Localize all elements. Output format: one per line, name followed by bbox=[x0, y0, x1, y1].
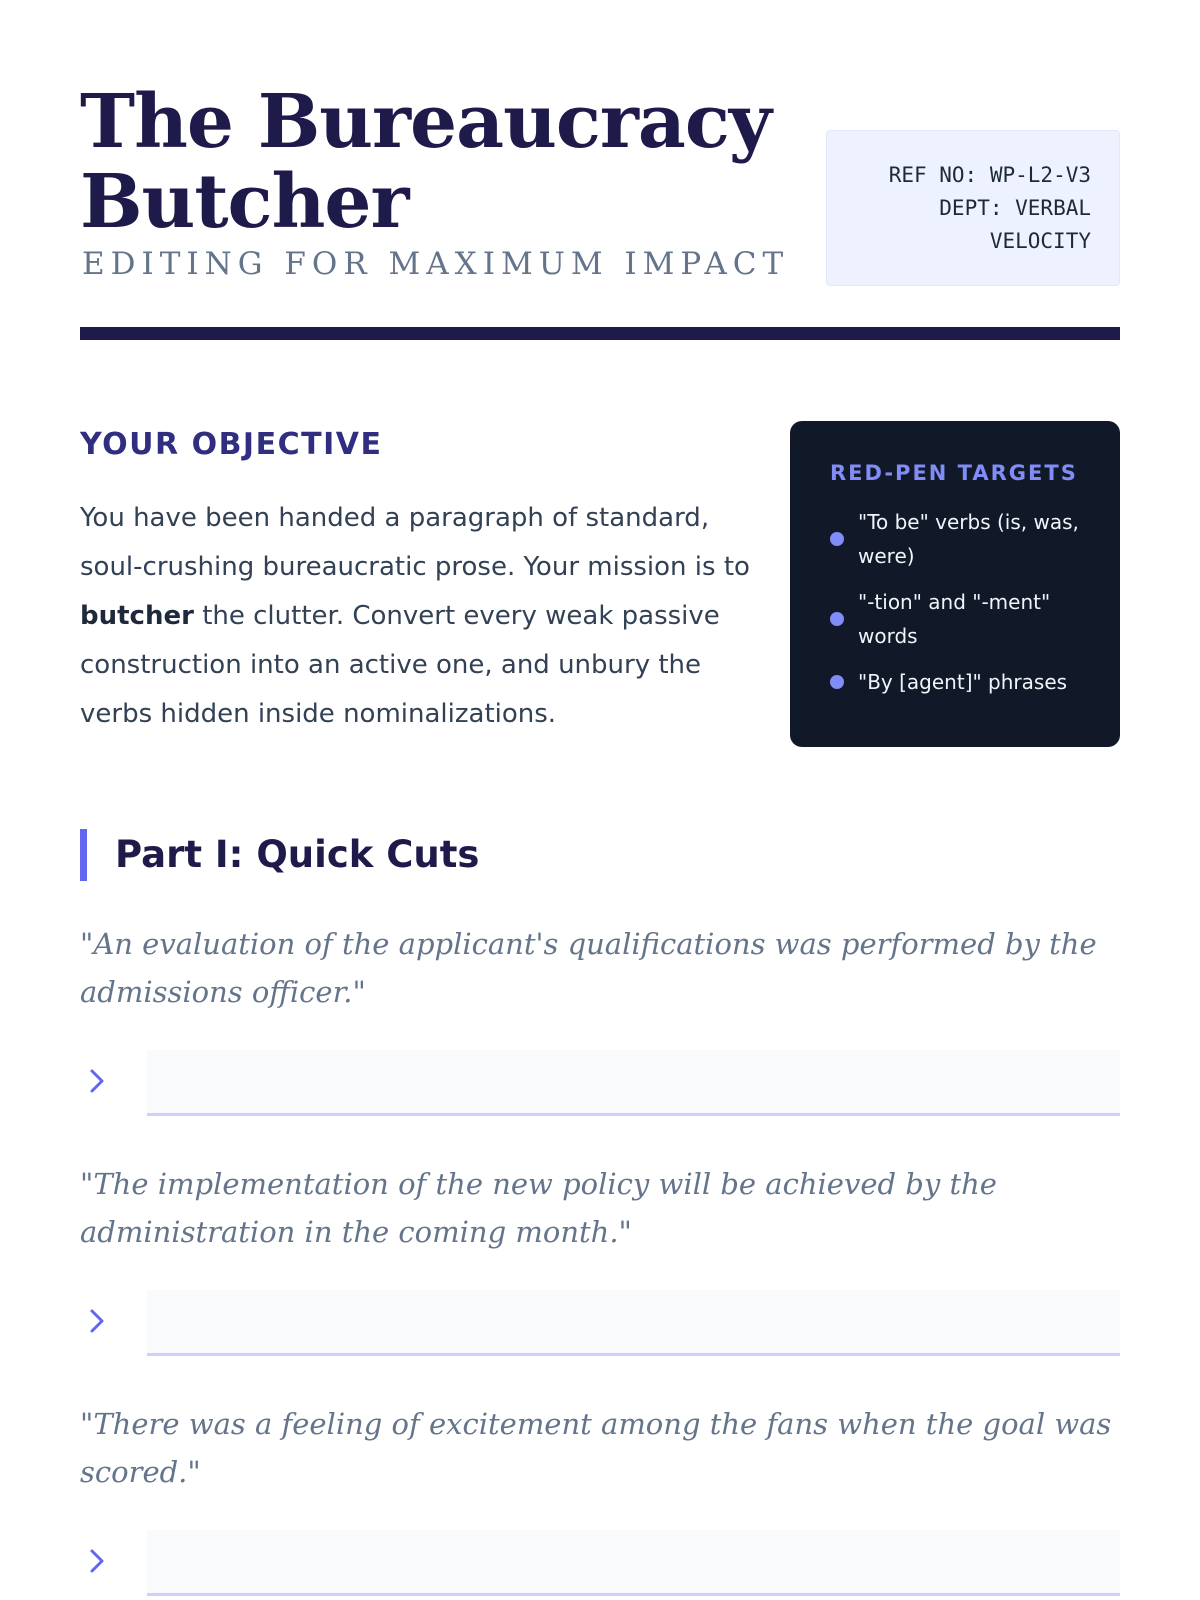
red-pen-targets-panel bbox=[790, 421, 1120, 747]
objective-heading: YOUR OBJECTIVE bbox=[80, 427, 383, 462]
answer-row bbox=[80, 1050, 1120, 1116]
answer-row bbox=[80, 1530, 1120, 1596]
target-item bbox=[830, 505, 1080, 573]
exercise-3 bbox=[80, 1400, 1120, 1596]
exercise-1 bbox=[80, 920, 1120, 1116]
ref-number: REF NO: WP-L2-V3 bbox=[888, 163, 1091, 187]
target-item-label: "To be" verbs (is, was, were) bbox=[858, 510, 1079, 568]
objective-text bbox=[80, 494, 760, 739]
reference-box bbox=[826, 130, 1120, 286]
objective-text-start: You have been handed a paragraph of standard, soul-crushing bureaucratic prose. Your mission is to bbox=[80, 503, 750, 582]
dot-icon bbox=[830, 612, 844, 626]
section-heading-part-1: Part I: Quick Cuts bbox=[80, 829, 479, 881]
header-divider bbox=[80, 327, 1120, 340]
target-item-label: "-tion" and "-ment" words bbox=[858, 590, 1051, 648]
dot-icon bbox=[830, 532, 844, 546]
objective-text-emphasis: butcher bbox=[80, 601, 194, 631]
page-subtitle: EDITING FOR MAXIMUM IMPACT bbox=[82, 246, 790, 282]
exercise-prompt: "An evaluation of the applicant's qualifications was performed by the admissions officer." bbox=[80, 927, 1097, 1009]
page-title: The Bureaucracy Butcher bbox=[80, 79, 771, 245]
target-item-label: "By [agent]" phrases bbox=[858, 670, 1068, 694]
answer-input[interactable] bbox=[147, 1050, 1120, 1116]
answer-row bbox=[80, 1290, 1120, 1356]
objective-text-end: the clutter. Convert every weak passive construction into an active one, and unbury the verbs hidden inside nominalizations. bbox=[80, 601, 720, 729]
chevron-right-icon bbox=[88, 1064, 110, 1098]
answer-input[interactable] bbox=[147, 1290, 1120, 1356]
ref-dept-continued: VELOCITY bbox=[989, 229, 1091, 253]
chevron-right-icon bbox=[88, 1304, 110, 1338]
header bbox=[80, 78, 1120, 338]
target-item bbox=[830, 585, 1080, 653]
ref-dept: DEPT: VERBAL bbox=[939, 196, 1091, 220]
answer-input[interactable] bbox=[147, 1530, 1120, 1596]
chevron-right-icon bbox=[88, 1544, 110, 1578]
dot-icon bbox=[830, 675, 844, 689]
target-item bbox=[830, 665, 1080, 699]
exercise-prompt: "The implementation of the new policy will be achieved by the administration in the coming month." bbox=[80, 1167, 997, 1249]
exercise-prompt: "There was a feeling of excitement among the fans when the goal was scored." bbox=[80, 1407, 1112, 1489]
exercise-2 bbox=[80, 1160, 1120, 1356]
targets-title: RED-PEN TARGETS bbox=[830, 461, 1078, 485]
